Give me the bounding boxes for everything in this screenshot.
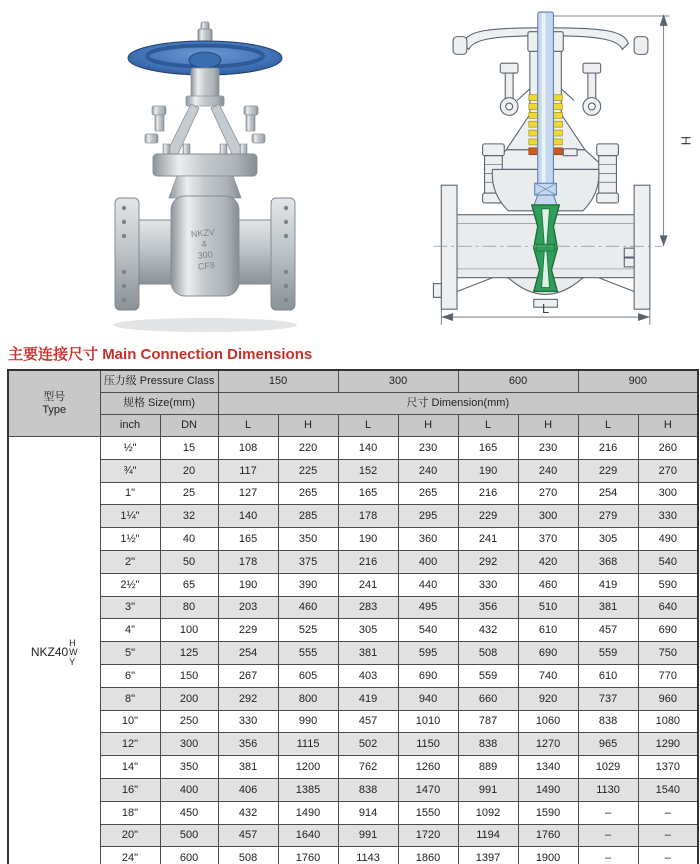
cell-dimension: 254 [218,642,278,665]
cell-dimension: 1080 [638,710,698,733]
inch-header: inch [100,415,160,437]
cell-dimension: 267 [218,664,278,687]
cell-dn: 65 [160,573,218,596]
cell-dn: 125 [160,642,218,665]
l-header: L [458,415,518,437]
cell-dimension: 270 [638,459,698,482]
table-row [8,596,698,619]
cell-dimension: 330 [218,710,278,733]
l-header: L [338,415,398,437]
gate-valve-photo [95,8,315,338]
cell-dn: 100 [160,619,218,642]
section-title-zh: 主要连接尺寸 [8,346,99,363]
cell-dimension: 292 [218,687,278,710]
table-row [8,619,698,642]
valve-figures [0,0,700,344]
table-row [8,573,698,596]
cell-dimension: 165 [218,528,278,551]
cell-dimension: 165 [458,437,518,460]
cell-dimension: 330 [458,573,518,596]
cell-inch: 2½" [100,573,160,596]
cell-dimension: 1143 [338,847,398,864]
type-header-zh: 型号 [43,391,66,404]
cell-dimension: 1540 [638,778,698,801]
cell-dimension: 690 [398,664,458,687]
svg-text:4: 4 [201,238,208,250]
cell-dimension: 368 [578,550,638,573]
cell-dimension: 1370 [638,756,698,779]
cell-dimension: 265 [398,482,458,505]
cell-dimension: 370 [518,528,578,551]
cell-dimension: 610 [578,664,638,687]
cell-dimension: 216 [578,437,638,460]
cell-dimension: 787 [458,710,518,733]
valve-drawing-art [433,12,693,325]
table-row [8,778,698,801]
cell-dimension: 960 [638,687,698,710]
cell-dimension: 403 [338,664,398,687]
cell-dimension: 254 [578,482,638,505]
type-header-en: Type [42,403,67,416]
type-value: NKZ40 [30,645,69,660]
cell-dimension: 965 [578,733,638,756]
cell-dimension: 140 [338,437,398,460]
cell-inch: 18" [100,801,160,824]
cell-dimension: 559 [578,642,638,665]
cell-inch: 16" [100,778,160,801]
cell-dimension: 381 [218,756,278,779]
cell-dimension: 190 [218,573,278,596]
cell-dn: 32 [160,505,218,528]
type-value-cell [8,437,100,864]
l-header: L [578,415,638,437]
cell-dimension: 750 [638,642,698,665]
cell-dimension: 1115 [278,733,338,756]
class-300-header: 300 [338,370,458,393]
cell-dimension: 140 [218,505,278,528]
cell-dimension: 241 [458,528,518,551]
cell-dimension: 230 [518,437,578,460]
cell-inch: 1½" [100,528,160,551]
cell-dimension: – [638,801,698,824]
cell-dimension: 225 [278,459,338,482]
cell-dn: 150 [160,664,218,687]
header-row-2 [8,393,698,415]
cell-dimension: 508 [218,847,278,864]
cell-dimension: 1340 [518,756,578,779]
cell-dimension: 990 [278,710,338,733]
cell-dimension: 502 [338,733,398,756]
svg-text:CF8: CF8 [197,260,216,272]
cell-dimension: 330 [638,505,698,528]
cell-dimension: 1270 [518,733,578,756]
cell-dimension: 108 [218,437,278,460]
cell-dimension: 381 [338,642,398,665]
cell-dimension: 889 [458,756,518,779]
cell-dimension: 770 [638,664,698,687]
cell-dn: 500 [160,824,218,847]
cell-dimension: 1640 [278,824,338,847]
cell-dimension: 660 [458,687,518,710]
cell-dimension: 229 [458,505,518,528]
cell-dimension: 152 [338,459,398,482]
cell-dimension: 350 [278,528,338,551]
cell-dn: 350 [160,756,218,779]
cell-dimension: 220 [278,437,338,460]
cell-dimension: 292 [458,550,518,573]
cell-dimension: 991 [338,824,398,847]
svg-text:NKZV: NKZV [190,226,216,240]
cell-dimension: 1397 [458,847,518,864]
dn-header: DN [160,415,218,437]
cell-dimension: 1150 [398,733,458,756]
dim-l-label: L [542,301,550,317]
cell-inch: 6" [100,664,160,687]
cell-dn: 400 [160,778,218,801]
cell-dimension: 432 [458,619,518,642]
cell-dimension: 295 [398,505,458,528]
table-row [8,505,698,528]
cell-dimension: 590 [638,573,698,596]
cell-inch: 20" [100,824,160,847]
class-900-header: 900 [578,370,698,393]
cell-dimension: 914 [338,801,398,824]
size-header: 规格 Size(mm) [100,393,218,415]
cell-inch: 8" [100,687,160,710]
type-column-header [8,370,100,437]
cell-inch: 24" [100,847,160,864]
cell-dimension: 178 [338,505,398,528]
cell-dimension: 508 [458,642,518,665]
cell-dimension: 432 [218,801,278,824]
pressure-class-header: 压力级 Pressure Class [100,370,218,393]
cell-dimension: 559 [458,664,518,687]
cell-inch: 3" [100,596,160,619]
cell-dimension: 305 [578,528,638,551]
dimension-header: 尺寸 Dimension(mm) [218,393,698,415]
cell-dn: 80 [160,596,218,619]
dimension-table [7,369,699,864]
h-header: H [638,415,698,437]
cell-dimension: 229 [578,459,638,482]
table-row [8,847,698,864]
cell-dimension: 190 [338,528,398,551]
cell-dn: 600 [160,847,218,864]
gate-valve-drawing [398,0,700,335]
cell-dn: 200 [160,687,218,710]
cell-dimension: 178 [218,550,278,573]
cell-dimension: 305 [338,619,398,642]
cell-dimension: 838 [338,778,398,801]
cell-dimension: 285 [278,505,338,528]
cell-inch: ¾" [100,459,160,482]
table-row [8,824,698,847]
cell-dimension: 390 [278,573,338,596]
cell-dimension: 1200 [278,756,338,779]
cell-dimension: 240 [398,459,458,482]
table-row [8,664,698,687]
cell-dimension: 117 [218,459,278,482]
cell-dimension: 190 [458,459,518,482]
cell-dimension: 1092 [458,801,518,824]
cell-dimension: 420 [518,550,578,573]
cell-inch: 4" [100,619,160,642]
cell-dimension: 356 [458,596,518,619]
cell-dimension: 1550 [398,801,458,824]
cell-dimension: 375 [278,550,338,573]
h-header: H [398,415,458,437]
class-150-header: 150 [218,370,338,393]
table-row [8,437,698,460]
table-row [8,550,698,573]
cell-dimension: 1760 [518,824,578,847]
cell-dimension: 1385 [278,778,338,801]
cell-dn: 300 [160,733,218,756]
cell-dimension: 690 [638,619,698,642]
cell-dimension: 230 [398,437,458,460]
cell-inch: 5" [100,642,160,665]
cell-dimension: 265 [278,482,338,505]
type-suffix-stack: H W Y [69,637,78,667]
cell-dimension: – [578,801,638,824]
cell-dimension: 300 [638,482,698,505]
cell-dn: 25 [160,482,218,505]
cell-dimension: 1760 [278,847,338,864]
section-title-en: Main Connection Dimensions [102,346,313,363]
cell-dn: 250 [160,710,218,733]
cell-dn: 20 [160,459,218,482]
cell-dimension: 762 [338,756,398,779]
cell-dimension: 356 [218,733,278,756]
cell-dimension: 555 [278,642,338,665]
cell-dimension: 540 [398,619,458,642]
cell-dimension: 216 [338,550,398,573]
cell-dimension: 495 [398,596,458,619]
cell-dimension: – [578,847,638,864]
cell-dimension: – [638,847,698,864]
cell-dimension: 525 [278,619,338,642]
cell-dn: 450 [160,801,218,824]
cell-dimension: 457 [218,824,278,847]
cell-dimension: 610 [518,619,578,642]
cell-dimension: 540 [638,550,698,573]
cell-dimension: 838 [458,733,518,756]
cell-dimension: 216 [458,482,518,505]
class-600-header: 600 [458,370,578,393]
cell-inch: 14" [100,756,160,779]
cell-dimension: 279 [578,505,638,528]
cell-dimension: 270 [518,482,578,505]
cell-inch: 12" [100,733,160,756]
svg-text:300: 300 [197,249,214,261]
cell-dimension: 457 [338,710,398,733]
cell-dimension: 838 [578,710,638,733]
cell-dimension: 229 [218,619,278,642]
valve-photo-art [113,22,297,332]
cell-dimension: 241 [338,573,398,596]
cell-dimension: – [578,824,638,847]
cell-dimension: 1130 [578,778,638,801]
table-row [8,733,698,756]
section-title [8,346,700,364]
cell-dimension: 260 [638,437,698,460]
cell-dimension: 991 [458,778,518,801]
cell-dimension: 381 [578,596,638,619]
cell-dimension: 1720 [398,824,458,847]
table-row [8,756,698,779]
cell-dn: 40 [160,528,218,551]
table-row [8,687,698,710]
dim-h-label: H [678,136,694,146]
cell-dimension: 1029 [578,756,638,779]
header-row-1 [8,370,698,393]
cell-dimension: 1194 [458,824,518,847]
cell-dimension: 440 [398,573,458,596]
cell-dimension: 360 [398,528,458,551]
cell-dimension: 740 [518,664,578,687]
cell-dimension: 640 [638,596,698,619]
cell-dimension: 300 [518,505,578,528]
cell-dimension: 1590 [518,801,578,824]
cell-dimension: 460 [278,596,338,619]
cell-dimension: 127 [218,482,278,505]
cell-dimension: 920 [518,687,578,710]
table-row [8,710,698,733]
cell-dimension: 419 [578,573,638,596]
cell-inch: 10" [100,710,160,733]
cell-dimension: 595 [398,642,458,665]
cell-dimension: 800 [278,687,338,710]
cell-dimension: – [638,824,698,847]
cell-dimension: 1860 [398,847,458,864]
cell-dimension: 1490 [278,801,338,824]
cell-dn: 50 [160,550,218,573]
table-row [8,459,698,482]
l-header: L [218,415,278,437]
cell-dimension: 690 [518,642,578,665]
header-row-3 [8,415,698,437]
cell-inch: 1" [100,482,160,505]
cell-dimension: 406 [218,778,278,801]
cell-dimension: 1010 [398,710,458,733]
cell-dimension: 1490 [518,778,578,801]
cell-inch: ½" [100,437,160,460]
table-row [8,528,698,551]
cell-dn: 15 [160,437,218,460]
cell-dimension: 240 [518,459,578,482]
cell-dimension: 1900 [518,847,578,864]
cell-inch: 1¼" [100,505,160,528]
cell-dimension: 940 [398,687,458,710]
cell-dimension: 203 [218,596,278,619]
cell-dimension: 605 [278,664,338,687]
cell-inch: 2" [100,550,160,573]
cell-dimension: 490 [638,528,698,551]
table-row [8,801,698,824]
cell-dimension: 457 [578,619,638,642]
h-header: H [518,415,578,437]
cell-dimension: 283 [338,596,398,619]
cell-dimension: 400 [398,550,458,573]
cell-dimension: 419 [338,687,398,710]
table-row [8,642,698,665]
cell-dimension: 1060 [518,710,578,733]
cell-dimension: 460 [518,573,578,596]
cell-dimension: 1470 [398,778,458,801]
h-header: H [278,415,338,437]
cell-dimension: 1290 [638,733,698,756]
cell-dimension: 510 [518,596,578,619]
cell-dimension: 737 [578,687,638,710]
table-row [8,482,698,505]
dimension-table-body [8,437,698,864]
cell-dimension: 1260 [398,756,458,779]
cell-dimension: 165 [338,482,398,505]
